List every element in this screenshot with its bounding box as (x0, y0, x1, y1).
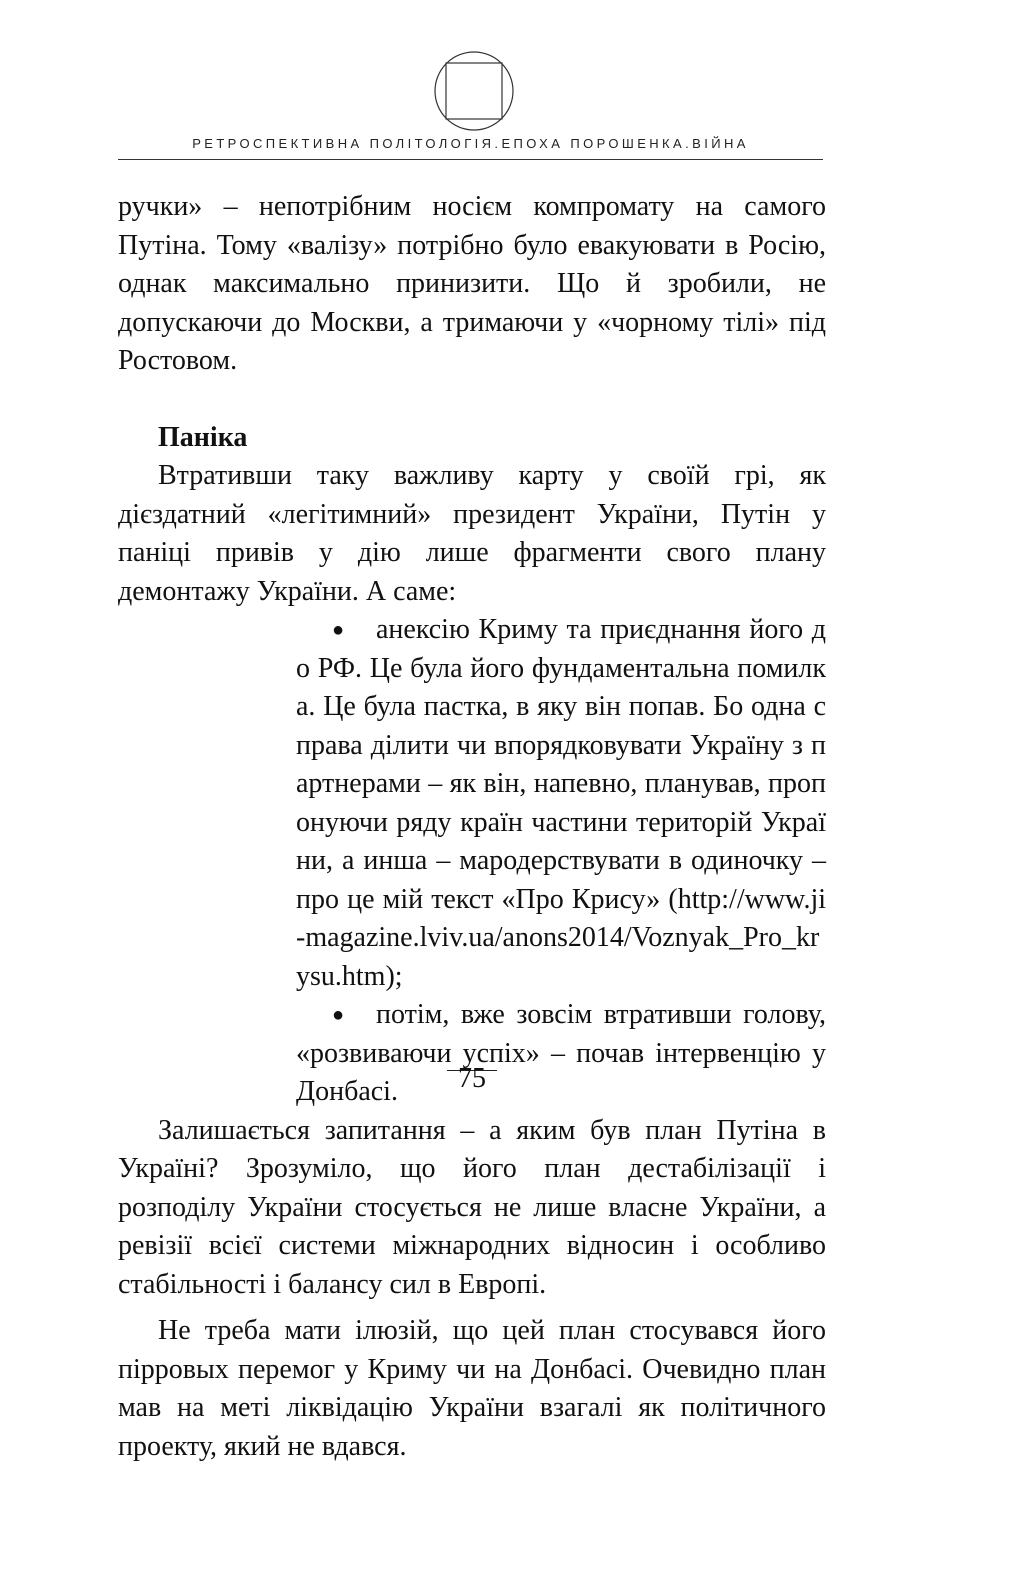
circle-square-logo-icon (433, 50, 515, 132)
running-title: РЕТРОСПЕКТИВНА ПОЛІТОЛОГІЯ.ЕПОХА ПОРОШЕНКА.ВІЙНА (192, 136, 749, 151)
paragraph-4: Не треба мати ілюзій, що цей план стосувався його пірровых перемог у Криму чи на Донбасі. Очевидно план мав на меті ліквідацію України взагалі як політичного проекту, який не вдався. (118, 1315, 826, 1462)
paragraph-3: Залишається запитання – а яким був план Путіна в Україні? Зрозуміло, що його план дестабілізації і розподілу України стосується не лише власне України, а ревізії всієї системи міжнародних відносин і особливо стабільності і балансу сил в Европі. (118, 1114, 826, 1300)
section-title: Паніка (158, 421, 248, 453)
bullet-list (296, 611, 826, 1112)
bullet-icon: ● (332, 619, 345, 641)
bullet-icon: ● (332, 1004, 345, 1026)
page-body (118, 188, 826, 1466)
header-rule (118, 159, 823, 160)
section-spacer (118, 381, 826, 419)
page-number: 75 (458, 1063, 486, 1094)
list-item-text: потім, вже зовсім втративши голову, «розвиваючи успіх» – почав інтервенцію у Донбасі. (296, 999, 826, 1107)
paragraph-2: Втративши таку важливу карту у своїй грі, як дієздатний «легітимний» президент України, Путін у паніці привів у дію лише фрагменти свого плану демонтажу України. А саме: (118, 460, 826, 607)
list-item-text: анексію Криму та приєднання його до РФ. Це була його фундаментальна помилка. Це була пастка, в яку він попав. Бо одна справа ділити чи впорядковувати Україну з партнерами – як він, напевно, планував, пропонуючи ряду країн частини територій України, а инша – мародерствувати в одиночку – про це мій текст «Про Крису» (http://www.ji-magazine.lviv.ua/anons2014/Voznyak_Pro_krysu.htm); (296, 614, 826, 992)
paragraph-1: ручки» – непотрібним носієм компромату на самого Путіна. Тому «валізу» потрібно було евакуювати в Росію, однак максимально принизити. Що й зробили, не допускаючи до Москви, а тримаючи у «чорному тілі» під Ростовом. (118, 191, 826, 376)
list-item (296, 996, 826, 1112)
list-item (296, 611, 826, 996)
